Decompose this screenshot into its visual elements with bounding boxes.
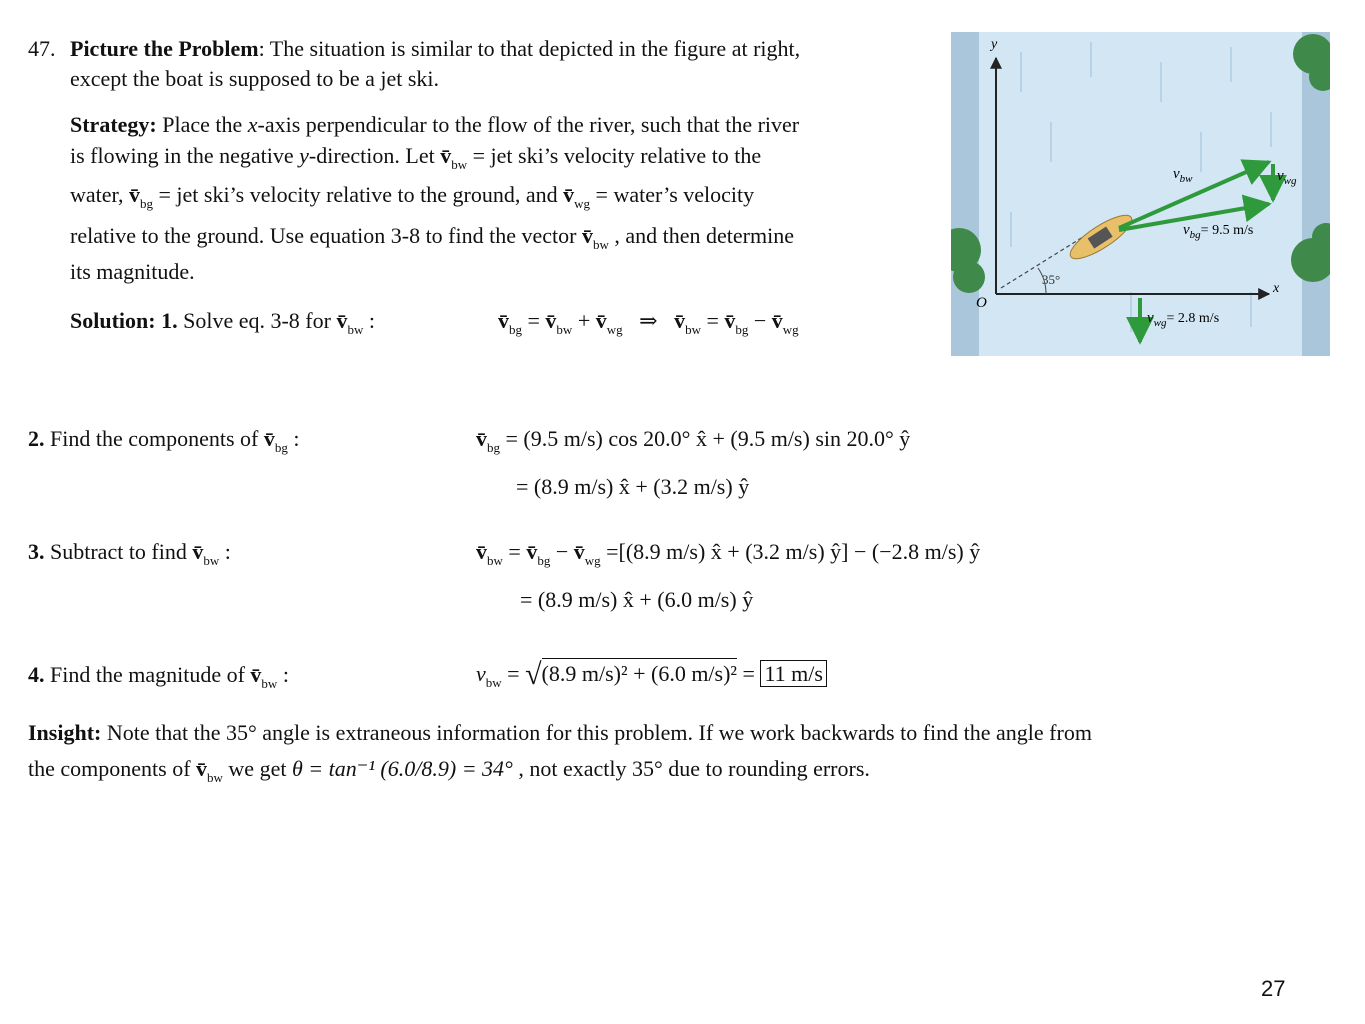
equation-4: $v_{bw} = √(8.9$ m/s)² + (6.0 m/s)² = 11 m/s: [476, 660, 827, 690]
subscript-bw: bw: [485, 675, 502, 690]
insight-line-2: [28, 758, 870, 784]
vector-v: v̄: [674, 308, 686, 333]
strategy-text: = water’s velocity: [590, 182, 755, 207]
vbw-label: $v_{bw}$: [1173, 166, 1193, 185]
theta-equation: θ = tan⁻¹ (6.0/8.9) = 34°: [291, 756, 513, 781]
picture-line-2: except the boat is supposed to be a jet ski.: [70, 66, 440, 91]
insight-text: Note that the 35° angle is extraneous information for this problem. If we work backwards to find the angle from: [101, 720, 1092, 745]
strategy-text: relative to the ground. Use equation 3-8 to find the vector: [70, 223, 582, 248]
strategy-line-5: its magnitude.: [70, 259, 195, 284]
step-text: Solve eq. 3-8 for: [177, 308, 337, 333]
strategy-text: -direction. Let: [308, 143, 441, 168]
equation-text: =[(8.9 m/s) x̂ + (3.2 m/s) ŷ] − (−2.8 m/s) ŷ: [606, 539, 981, 564]
strategy-text: is flowing in the negative: [70, 143, 300, 168]
y-axis-label: y: [991, 37, 998, 52]
subscript-bw: bw: [685, 322, 701, 337]
step-text: Find the magnitude of: [44, 662, 251, 687]
vector-v: v̄: [250, 662, 262, 687]
insight-text: , not exactly 35° due to rounding errors.: [518, 756, 870, 781]
vector-v: v̄: [563, 182, 575, 207]
equation-1: $v̄_{bg}$ = $v̄_{bw}$ + $v̄_{wg}$ ⇒ $v̄_{bw}$ = $v̄_{bg}$ − $v̄_{wg}$: [498, 308, 799, 337]
vwg-label-bottom: $v_{wg}= 2.8$ m/s: [1147, 310, 1220, 329]
vector-v: v̄: [595, 308, 607, 333]
strategy-label: Strategy:: [70, 112, 157, 137]
subscript-bw: bw: [487, 553, 503, 568]
strategy-line-2: [70, 145, 761, 171]
subscript-wg: wg: [574, 196, 591, 211]
picture-line-1: [70, 38, 800, 60]
step-number: 2.: [28, 426, 45, 451]
vector-v: v̄: [771, 308, 783, 333]
strategy-text: -axis perpendicular to the flow of the river, such that the river: [257, 112, 800, 137]
left-bank: [951, 32, 979, 356]
page-number: 27: [1261, 976, 1286, 1001]
vector-v: v̄: [498, 308, 509, 333]
subscript-bg: bg: [537, 553, 551, 568]
subscript-wg: wg: [606, 322, 623, 337]
strategy-text: = jet ski’s velocity relative to the ground, and: [152, 182, 564, 207]
vector-v: v̄: [545, 308, 557, 333]
subscript-bw: bw: [261, 676, 278, 691]
subscript-bw: bw: [203, 553, 220, 568]
equation-text: = (9.5 m/s) cos 20.0° x̂ + (9.5 m/s) sin 20.0° ŷ: [505, 426, 911, 451]
subscript-bg: bg: [274, 440, 288, 455]
insight-text: the components of: [28, 756, 197, 781]
angle-label: 35°: [1042, 272, 1061, 287]
sqrt-sign: √: [525, 658, 542, 691]
x-var: x: [247, 112, 258, 137]
equation-3b: = (8.9 m/s) x̂ + (6.0 m/s) ŷ: [520, 587, 754, 612]
equation-3a: $v̄_{bw}$ = $v̄_{bg}$ − $v̄_{wg} =[(8.9$ m/s) x̂ + (3.2 m/s) ŷ] − (−2.8 m/s) ŷ: [476, 539, 981, 568]
subscript-bg: bg: [509, 322, 522, 337]
vector-v: v̄: [192, 539, 204, 564]
step-3-label: 3. Subtract to find $v̄_{bw}$ :: [28, 539, 231, 568]
vbg-label: $v_{bg}= 9.5$ m/s: [1183, 222, 1254, 241]
implies-arrow: ⇒: [639, 308, 658, 333]
vector-v: v̄: [440, 143, 452, 168]
subscript-bg: bg: [487, 440, 500, 455]
step-text: Find the components of: [44, 426, 264, 451]
subscript-bw: bw: [451, 157, 468, 172]
solution-label: Solution:: [70, 308, 156, 333]
subscript-bw: bw: [347, 322, 364, 337]
x-axis-label: x: [1273, 281, 1280, 296]
step-text: Subtract to find: [44, 539, 193, 564]
step-number: 1.: [161, 308, 178, 333]
subscript-wg: wg: [584, 553, 601, 568]
vector-v: v̄: [581, 223, 593, 248]
vector-v: v̄: [196, 756, 208, 781]
subscript-bw: bw: [207, 770, 223, 785]
magnitude-v: v: [476, 661, 486, 686]
strategy-text: Place the: [162, 112, 248, 137]
vector-v: v̄: [573, 539, 585, 564]
equation-2a: [476, 428, 910, 454]
insight-line-1: [28, 722, 1092, 744]
step-1-label: Solution: 1. Solve eq. 3-8 for $v̄_{bw}$ :: [70, 308, 375, 337]
vector-v: v̄: [724, 308, 736, 333]
river-diagram: [951, 32, 1330, 356]
picture-text: : The situation is similar to that depicted in the figure at right,: [258, 36, 801, 61]
strategy-line-1: [70, 114, 799, 136]
strategy-line-4: [70, 225, 794, 251]
step-number: 3.: [28, 539, 45, 564]
subscript-wg: wg: [782, 322, 799, 337]
vector-v: v̄: [263, 426, 275, 451]
step-4-label: 4. Find the magnitude of $v̄_{bw}$ :: [28, 662, 289, 691]
insight-text: we get: [222, 756, 292, 781]
vector-v: v̄: [476, 426, 487, 451]
picture-title: Picture the Problem: [70, 36, 259, 61]
insight-label: Insight:: [28, 720, 102, 745]
strategy-text: water,: [70, 182, 129, 207]
vector-v: v̄: [128, 182, 140, 207]
origin-label: O: [976, 295, 987, 311]
subscript-bw: bw: [556, 322, 573, 337]
vector-v: v̄: [336, 308, 348, 333]
answer-box: 11 m/s: [760, 660, 826, 687]
subscript-bw: bw: [592, 237, 609, 252]
vwg-label-top: $v_{wg}$: [1277, 168, 1297, 187]
strategy-line-3: [70, 184, 754, 210]
step-number: 4.: [28, 662, 45, 687]
strategy-text: = jet ski’s velocity relative to the: [467, 143, 762, 168]
step-2-label: 2. Find the components of $v̄_{bg}$ :: [28, 426, 300, 455]
problem-number: 47.: [28, 36, 56, 61]
subscript-bg: bg: [139, 196, 153, 211]
y-var: y: [299, 143, 309, 168]
strategy-text: , and then determine: [614, 223, 794, 248]
subscript-bg: bg: [735, 322, 749, 337]
sqrt-radicand: (8.9 m/s)² + (6.0 m/s)²: [542, 658, 737, 686]
vector-v: v̄: [526, 539, 538, 564]
vector-v: v̄: [476, 539, 487, 564]
equation-2b: = (8.9 m/s) x̂ + (3.2 m/s) ŷ: [516, 474, 750, 499]
